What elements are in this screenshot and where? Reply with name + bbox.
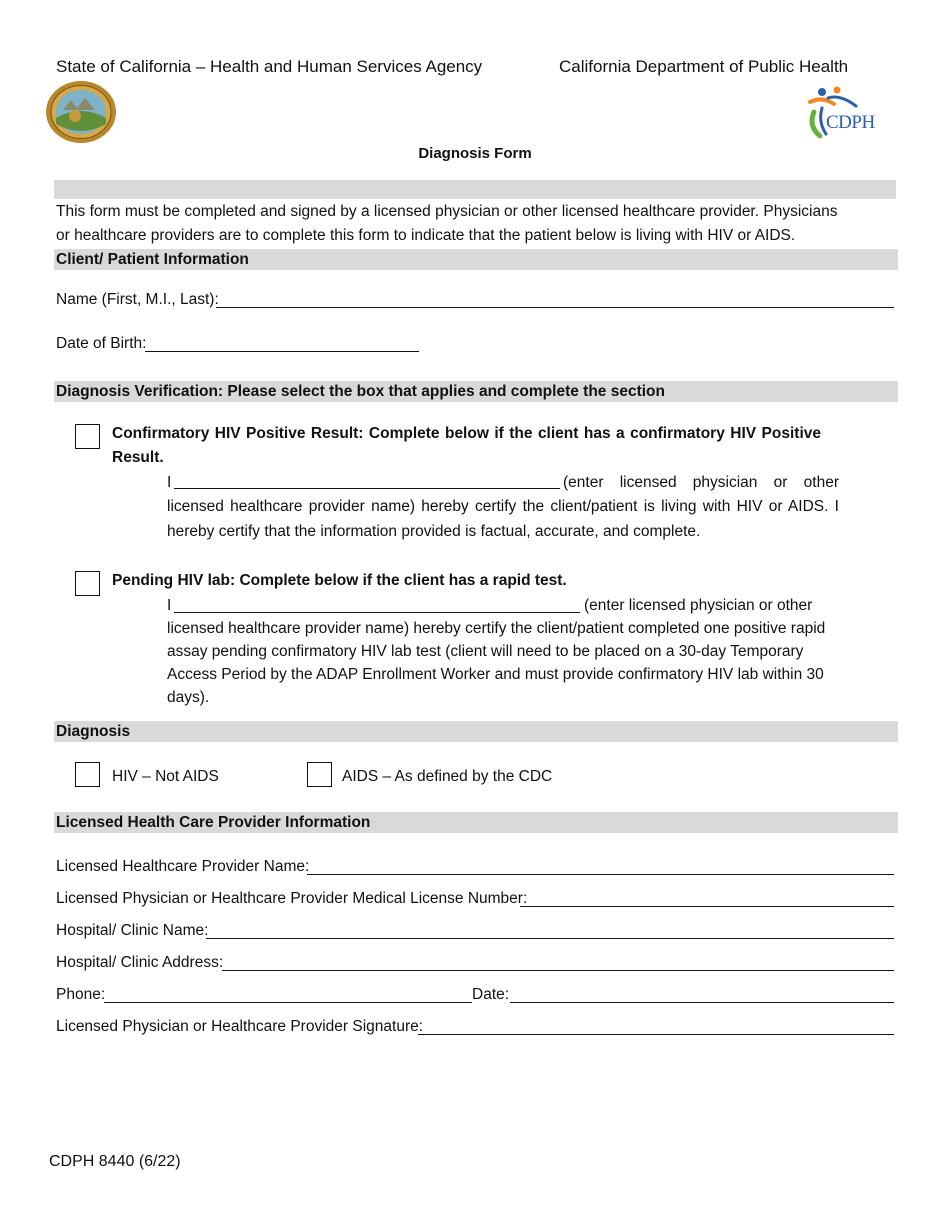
pending-line-2: licensed healthcare provider name) hereby certify the client/patient completed one positive rapid — [167, 620, 826, 637]
confirmatory-line-3: hereby certify that the information provided is factual, accurate, and complete. — [167, 523, 701, 540]
dob-field[interactable] — [145, 351, 419, 352]
intro-line-2: or healthcare providers are to complete this form to indicate that the patient below is living with HIV or AIDS. — [56, 227, 796, 244]
confirmatory-provider-name-field[interactable] — [174, 488, 560, 489]
aids-cdc-label: AIDS – As defined by the CDC — [342, 768, 553, 785]
department-name: California Department of Public Health — [559, 57, 849, 76]
confirmatory-line-2: licensed healthcare provider name) hereby certify the client/patient is living with HIV or AIDS. I — [167, 498, 839, 515]
agency-name: State of California – Health and Human Services Agency — [56, 57, 483, 76]
signature-label: Licensed Physician or Healthcare Provider Signature: — [56, 1018, 424, 1035]
pending-line-5: days). — [167, 689, 210, 706]
pending-provider-name-field[interactable] — [174, 612, 580, 613]
confirmatory-title-line-2: Result. — [112, 449, 164, 466]
confirmatory-i-label: I — [167, 474, 172, 491]
hiv-not-aids-checkbox[interactable] — [75, 762, 100, 787]
top-divider-bar — [54, 180, 896, 199]
pending-lab-title: Pending HIV lab: Complete below if the client has a rapid test. — [112, 572, 567, 589]
patient-name-field[interactable] — [216, 307, 894, 308]
verification-section-heading: Diagnosis Verification: Please select the box that applies and complete the section — [54, 381, 898, 402]
pending-lab-checkbox[interactable] — [75, 571, 100, 596]
confirmatory-line-1-suffix: (enter licensed physician or other — [563, 474, 839, 491]
signature-field[interactable] — [418, 1034, 894, 1035]
california-seal-icon — [45, 80, 117, 144]
aids-cdc-checkbox[interactable] — [307, 762, 332, 787]
intro-line-1: This form must be completed and signed by a licensed physician or other licensed healthcare provider. Physicians — [56, 203, 838, 220]
pending-i-label: I — [167, 597, 172, 614]
pending-line-4: Access Period by the ADAP Enrollment Worker and must provide confirmatory HIV lab within 30 — [167, 666, 824, 683]
phone-field[interactable] — [104, 1002, 472, 1003]
dob-label: Date of Birth: — [56, 335, 147, 352]
date-label: Date: — [472, 986, 510, 1003]
license-number-field[interactable] — [520, 906, 894, 907]
clinic-name-field[interactable] — [206, 938, 894, 939]
clinic-address-field[interactable] — [222, 970, 894, 971]
provider-name-label: Licensed Healthcare Provider Name: — [56, 858, 310, 875]
provider-name-field[interactable] — [307, 874, 894, 875]
pending-line-3: assay pending confirmatory HIV lab test (client will need to be placed on a 30-day Temporary — [167, 643, 804, 660]
pending-line-1-suffix: (enter licensed physician or other — [584, 597, 813, 614]
hiv-not-aids-label: HIV – Not AIDS — [112, 768, 219, 785]
confirmatory-title-line-1: Confirmatory HIV Positive Result: Complete below if the client has a confirmatory HIV Positive — [112, 425, 821, 442]
provider-section-heading: Licensed Health Care Provider Information — [54, 812, 898, 833]
client-section-heading: Client/ Patient Information — [54, 249, 898, 270]
confirmatory-result-checkbox[interactable] — [75, 424, 100, 449]
form-title: Diagnosis Form — [418, 145, 532, 162]
cdph-logo-text: CDPH — [826, 112, 875, 133]
clinic-address-label: Hospital/ Clinic Address: — [56, 954, 224, 971]
form-number: CDPH 8440 (6/22) — [49, 1153, 181, 1170]
date-field[interactable] — [510, 1002, 894, 1003]
patient-name-label: Name (First, M.I., Last): — [56, 291, 219, 308]
diagnosis-section-heading: Diagnosis — [54, 721, 898, 742]
clinic-name-label: Hospital/ Clinic Name: — [56, 922, 209, 939]
license-number-label: Licensed Physician or Healthcare Provider Medical License Number: — [56, 890, 528, 907]
phone-label: Phone: — [56, 986, 106, 1003]
